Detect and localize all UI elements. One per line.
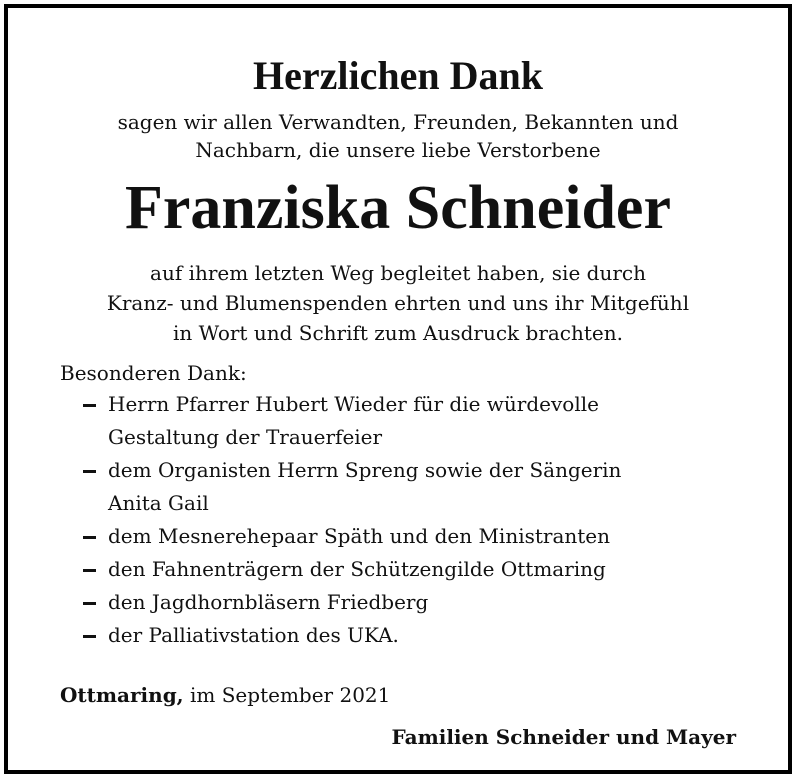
notice-frame: [4, 4, 792, 774]
intro-line: sagen wir allen Verwandten, Freunden, Bekannten und: [117, 110, 679, 134]
place-date: [60, 680, 390, 710]
thanks-item: [80, 520, 621, 553]
thanks-item-line: Herrn Pfarrer Hubert Wieder für die würdevolle: [108, 392, 599, 416]
thanks-item-line: der Palliativstation des UKA.: [108, 623, 399, 647]
date-text: im September 2021: [183, 683, 391, 707]
thanks-item: [80, 586, 621, 619]
place-name: Ottmaring,: [60, 683, 184, 707]
signature: Familien Schneider und Mayer: [391, 725, 736, 749]
thanks-item: [80, 388, 621, 454]
thanks-item-line: Gestaltung der Trauerfeier: [108, 425, 383, 449]
body-line: in Wort und Schrift zum Ausdruck brachten.: [172, 321, 624, 345]
thanks-item-line: dem Mesnerehepaar Späth und den Ministranten: [108, 524, 611, 548]
thanks-item-line: Anita Gail: [108, 491, 209, 515]
special-thanks-label: Besonderen Dank:: [60, 361, 247, 385]
thanks-item-line: den Fahnenträgern der Schützengilde Ottmaring: [108, 557, 606, 581]
body-line: auf ihrem letzten Weg begleitet haben, sie durch: [150, 261, 646, 285]
notice-heading: Herzlichen Dank: [253, 53, 543, 98]
thanks-item: [80, 553, 621, 586]
dash-bullet-icon: [83, 602, 96, 605]
intro-text: [8, 108, 788, 164]
intro-line: Nachbarn, die unsere liebe Verstorbene: [195, 138, 601, 162]
thanks-item-line: den Jagdhornbläsern Friedberg: [108, 590, 429, 614]
dash-bullet-icon: [83, 404, 96, 407]
dash-bullet-icon: [83, 536, 96, 539]
body-text: [8, 258, 788, 348]
dash-bullet-icon: [83, 635, 96, 638]
body-line: Kranz- und Blumenspenden ehrten und uns ihr Mitgefühl: [106, 291, 690, 315]
thanks-list: [80, 388, 621, 652]
thanks-item: [80, 454, 621, 520]
thanks-item-line: dem Organisten Herrn Spreng sowie der Sängerin: [108, 458, 622, 482]
dash-bullet-icon: [83, 569, 96, 572]
dash-bullet-icon: [83, 470, 96, 473]
deceased-name: Franziska Schneider: [125, 174, 671, 242]
thanks-item: [80, 619, 621, 652]
